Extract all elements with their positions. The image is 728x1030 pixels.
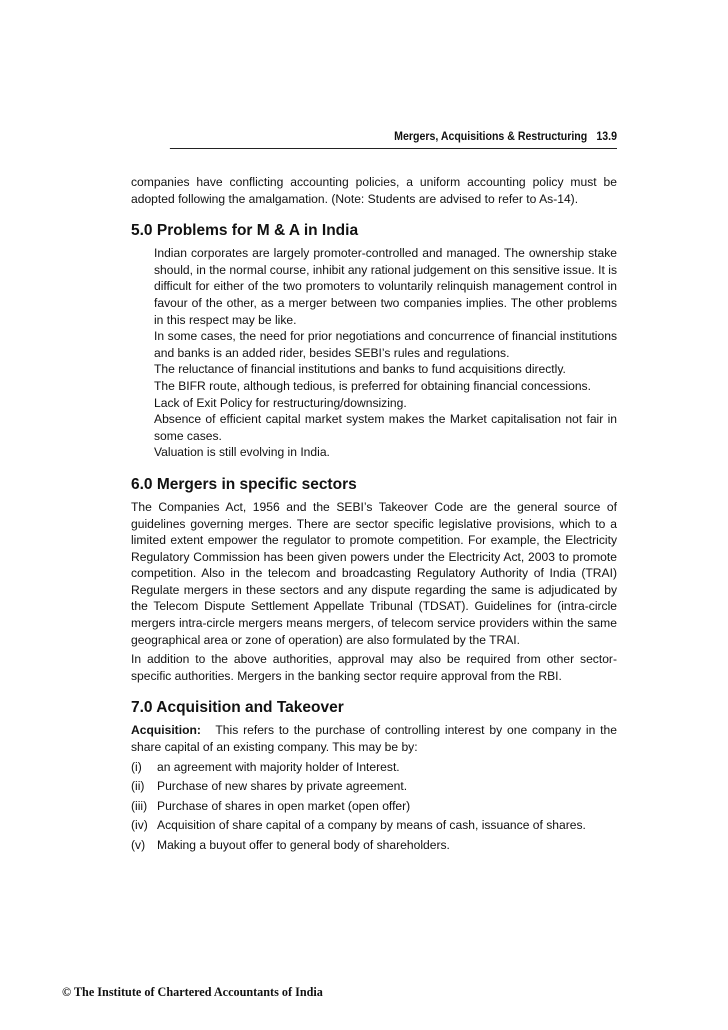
acquisition-list-item [131, 837, 617, 854]
section-5-item: The BIFR route, although tedious, is preferred for obtaining financial concessions. [154, 378, 591, 393]
section-5-list [154, 245, 617, 461]
list-text: Purchase of shares in open market (open offer) [157, 798, 411, 813]
acquisition-definition-text: This refers to the purchase of controlling interest by one company in the share capital of an existing company. This may be by: [131, 723, 617, 755]
acquisition-list-item [131, 817, 617, 834]
acquisition-list-item [131, 759, 617, 776]
section-6-paragraph: The Companies Act, 1956 and the SEBI’s Takeover Code are the general source of guidelines governing merges. There are sector specific legislative provisions, which to a limited extent empower the regulator to promote competition. For example, the Electricity Regulatory Commission has been given powers under the Electricity Act, 2003 to promote competition. Also in the telecom and broadcasting Regulatory Authority of India (TRAI) Regulate mergers in these sectors and any dispute regarding the same is adjudicated by the Telecom Dispute Settlement Appellate Tribunal (TDSAT). Guidelines for (intra-circle mergers intra-circle mergers means mergers, of telecom service providers within the same geographical area or zone of operation) are also formulated by the TRAI. [131, 499, 617, 647]
list-text: Making a buyout offer to general body of shareholders. [157, 838, 450, 852]
running-header-title: Mergers, Acquisitions & Restructuring [394, 131, 588, 143]
section-5-item: Absence of efficient capital market system makes the Market capitalisation not fair in some cases. [154, 412, 617, 443]
section-5-item: Indian corporates are largely promoter-controlled and managed. The ownership stake should, in the normal course, inhibit any rational judgement on this sensitive issue. It is difficult for either of the two promoters to voluntarily relinquish management control in favour of the other, as a merger between two companies implies. The other problems in this respect may be like. [154, 246, 617, 327]
intro-paragraph: companies have conflicting accounting policies, a uniform accounting policy must be adopted following the amalgamation. (Note: Students are advised to refer to As-14). [131, 175, 617, 206]
section-5-item: Valuation is still evolving in India. [154, 445, 330, 460]
section-5-item: Lack of Exit Policy for restructuring/downsizing. [154, 395, 407, 410]
acquisition-list-item [131, 778, 617, 795]
section-7-heading: 7.0 Acquisition and Takeover [131, 699, 344, 717]
list-number: (iii) [131, 798, 148, 813]
running-header [170, 131, 617, 149]
page-content [131, 174, 617, 854]
list-text: Purchase of new shares by private agreement. [157, 779, 408, 794]
list-number: (iv) [131, 818, 148, 833]
acquisition-list-item [131, 798, 617, 815]
list-number: (i) [131, 759, 142, 774]
section-6-paragraph: In addition to the above authorities, approval may also be required from other sector-specific authorities. Mergers in the banking sector require approval from the RBI. [131, 652, 617, 683]
acquisition-term: Acquisition: [131, 723, 201, 738]
section-5-item: In some cases, the need for prior negotiations and concurrence of financial institutions and banks is an added rider, besides SEBI’s rules and regulations. [154, 329, 617, 360]
list-text: Acquisition of share capital of a company by means of cash, issuance of shares. [157, 818, 586, 833]
page-number: 13.9 [596, 131, 617, 143]
list-text: an agreement with majority holder of Interest. [157, 759, 400, 774]
list-number: (v) [131, 838, 146, 852]
acquisition-definition [131, 722, 617, 755]
copyright-footer: © The Institute of Chartered Accountants of India [62, 985, 323, 999]
section-5-heading: 5.0 Problems for M & A in India [131, 222, 359, 240]
list-number: (ii) [131, 779, 145, 794]
section-5-item: The reluctance of financial institutions and banks to fund acquisitions directly. [154, 362, 566, 377]
section-6-heading: 6.0 Mergers in specific sectors [131, 475, 357, 493]
